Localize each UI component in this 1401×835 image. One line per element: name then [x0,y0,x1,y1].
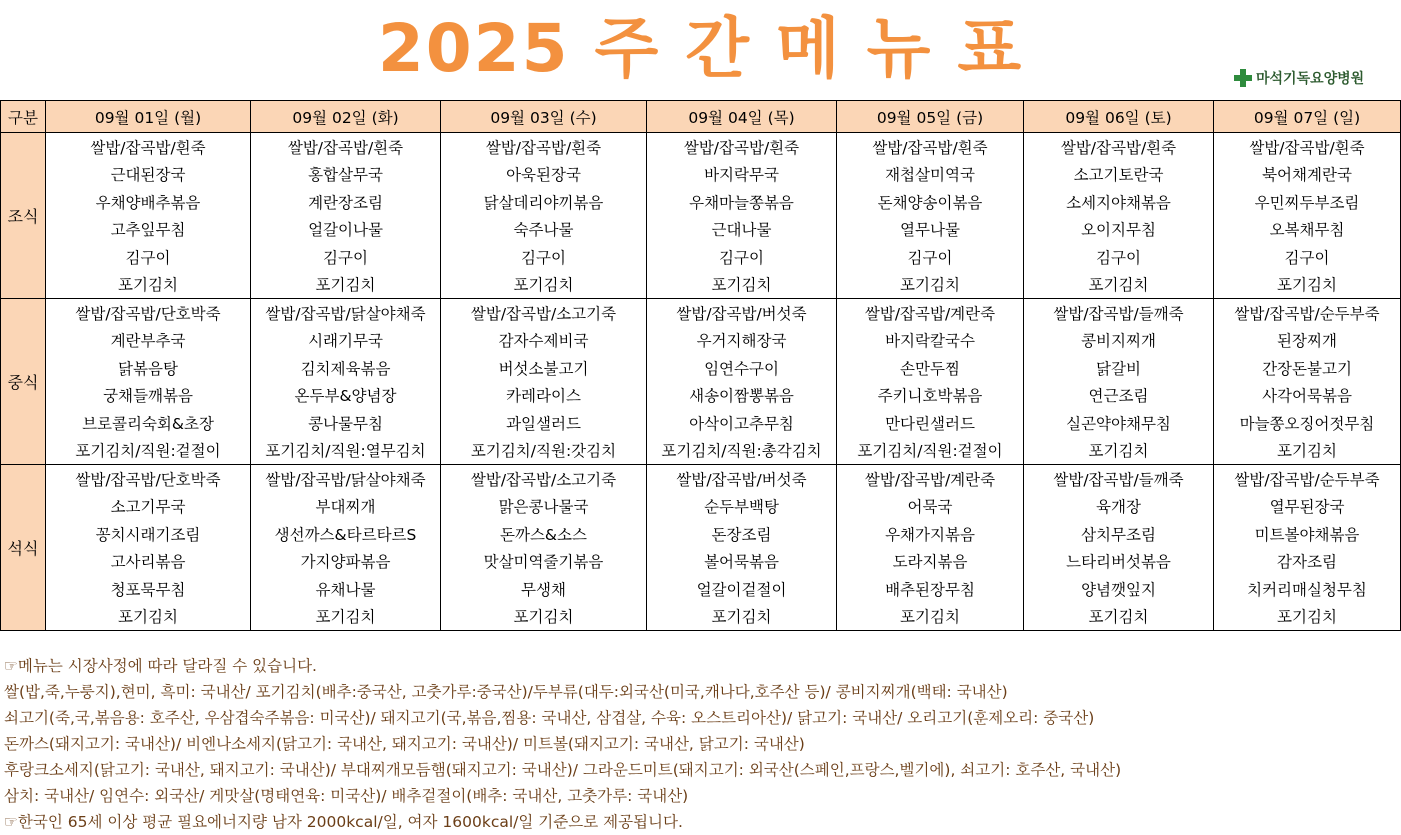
menu-cell: 근대된장국 [46,161,251,189]
menu-cell: 열무된장국 [1214,493,1401,521]
meal-label: 중식 [1,299,46,465]
menu-cell: 근대나물 [647,216,837,244]
day-header: 09월 01일 (월) [46,101,251,133]
menu-cell: 쌀밥/잡곡밥/흰죽 [837,133,1024,161]
menu-row [1,188,1401,216]
menu-cell: 마늘쫑오징어젓무침 [1214,409,1401,437]
menu-cell: 포기김치 [1214,603,1401,631]
menu-cell: 닭볶음탕 [46,354,251,382]
menu-cell: 느타리버섯볶음 [1024,548,1214,576]
menu-cell: 쌀밥/잡곡밥/흰죽 [1024,133,1214,161]
menu-cell: 꽁치시래기조림 [46,520,251,548]
menu-cell: 쌀밥/잡곡밥/들깨죽 [1024,299,1214,327]
menu-cell: 쌀밥/잡곡밥/흰죽 [441,133,647,161]
menu-cell: 우채양배추볶음 [46,188,251,216]
menu-row [1,299,1401,327]
hospital-logo [1232,66,1364,90]
menu-cell: 김구이 [251,243,441,271]
menu-cell: 쌀밥/잡곡밥/단호박죽 [46,465,251,493]
menu-cell: 된장찌개 [1214,327,1401,355]
menu-cell: 소고기무국 [46,493,251,521]
menu-cell: 포기김치 [1024,603,1214,631]
cross-icon [1232,67,1254,89]
menu-cell: 과일샐러드 [441,409,647,437]
menu-cell: 소세지야채볶음 [1024,188,1214,216]
page-title: 2025 주 간 메 뉴 표 [377,10,1024,87]
menu-cell: 쌀밥/잡곡밥/흰죽 [647,133,837,161]
menu-cell: 얼갈이나물 [251,216,441,244]
menu-cell: 아삭이고추무침 [647,409,837,437]
menu-cell: 오이지무침 [1024,216,1214,244]
menu-cell: 닭갈비 [1024,354,1214,382]
menu-cell: 무생채 [441,575,647,603]
menu-cell: 쌀밥/잡곡밥/닭살야채죽 [251,299,441,327]
menu-cell: 쌀밥/잡곡밥/버섯죽 [647,465,837,493]
menu-cell: 유채나물 [251,575,441,603]
menu-cell: 얼갈이겉절이 [647,575,837,603]
menu-cell: 포기김치 [647,603,837,631]
menu-cell: 김구이 [1214,243,1401,271]
day-header: 09월 06일 (토) [1024,101,1214,133]
menu-cell: 브로콜리숙회&초장 [46,409,251,437]
menu-cell: 맛살미역줄기볶음 [441,548,647,576]
menu-cell: 간장돈불고기 [1214,354,1401,382]
menu-cell: 순두부백탕 [647,493,837,521]
menu-cell: 포기김치 [46,271,251,299]
corner-label: 구분 [1,101,46,133]
menu-cell: 삼치무조림 [1024,520,1214,548]
menu-row [1,354,1401,382]
menu-cell: 닭살데리야끼볶음 [441,188,647,216]
menu-cell: 부대찌개 [251,493,441,521]
menu-cell: 포기김치 [837,603,1024,631]
menu-cell: 김치제육볶음 [251,354,441,382]
menu-row [1,548,1401,576]
menu-cell: 쌀밥/잡곡밥/단호박죽 [46,299,251,327]
menu-row [1,575,1401,603]
menu-cell: 포기김치 [441,603,647,631]
menu-cell: 쌀밥/잡곡밥/버섯죽 [647,299,837,327]
day-header: 09월 02일 (화) [251,101,441,133]
menu-cell: 육개장 [1024,493,1214,521]
menu-cell: 도라지볶음 [837,548,1024,576]
menu-cell: 포기김치/직원:겉절이 [837,437,1024,465]
menu-cell: 쌀밥/잡곡밥/계란죽 [837,299,1024,327]
menu-cell: 쌀밥/잡곡밥/소고기죽 [441,299,647,327]
menu-cell: 궁채들깨볶음 [46,382,251,410]
menu-cell: 쌀밥/잡곡밥/계란죽 [837,465,1024,493]
menu-cell: 고추잎무침 [46,216,251,244]
menu-cell: 볼어묵볶음 [647,548,837,576]
menu-cell: 주키니호박볶음 [837,382,1024,410]
menu-cell: 포기김치/직원:열무김치 [251,437,441,465]
menu-cell: 쌀밥/잡곡밥/순두부죽 [1214,465,1401,493]
notes-section [4,653,1399,835]
menu-row [1,409,1401,437]
note-line: 후랑크소세지(닭고기: 국내산, 돼지고기: 국내산)/ 부대찌개모듬햄(돼지고기: 국내산)/ 그라운드미트(돼지고기: 외국산(스페인,프랑스,벨기에), 쇠고기: 호주산, 국내산) [4,761,1122,779]
menu-cell: 만다린샐러드 [837,409,1024,437]
note-line: ☞메뉴는 시장사정에 따라 달라질 수 있습니다. [4,657,317,675]
menu-cell: 바지락칼국수 [837,327,1024,355]
menu-cell: 미트볼야채볶음 [1214,520,1401,548]
menu-cell: 김구이 [837,243,1024,271]
menu-cell: 포기김치 [837,271,1024,299]
menu-cell: 시래기무국 [251,327,441,355]
menu-cell: 우채가지볶음 [837,520,1024,548]
hospital-name: 마석기독요양병원 [1256,71,1365,87]
menu-cell: 감자수제비국 [441,327,647,355]
menu-cell: 버섯소불고기 [441,354,647,382]
menu-cell: 어묵국 [837,493,1024,521]
menu-cell: 돈채양송이볶음 [837,188,1024,216]
menu-cell: 청포묵무침 [46,575,251,603]
menu-cell: 재첩살미역국 [837,161,1024,189]
day-header: 09월 04일 (목) [647,101,837,133]
menu-cell: 가지양파볶음 [251,548,441,576]
weekly-menu-table [0,100,1401,631]
menu-row [1,382,1401,410]
menu-cell: 포기김치/직원:총각김치 [647,437,837,465]
menu-row [1,161,1401,189]
menu-cell: 포기김치 [1024,437,1214,465]
menu-cell: 열무나물 [837,216,1024,244]
menu-cell: 쌀밥/잡곡밥/들깨죽 [1024,465,1214,493]
menu-cell: 고사리볶음 [46,548,251,576]
menu-cell: 아욱된장국 [441,161,647,189]
menu-cell: 쌀밥/잡곡밥/흰죽 [251,133,441,161]
note-line: 쇠고기(죽,국,볶음용: 호주산, 우삼겹숙주볶음: 미국산)/ 돼지고기(국,볶음,찜용: 국내산, 삼겹살, 수육: 오스트리아산)/ 닭고기: 국내산/ 오리고기(훈제오리: 중국산) [4,709,1095,727]
menu-row [1,133,1401,161]
menu-cell: 김구이 [46,243,251,271]
menu-cell: 맑은콩나물국 [441,493,647,521]
menu-cell: 실곤약야채무침 [1024,409,1214,437]
menu-cell: 사각어묵볶음 [1214,382,1401,410]
menu-cell: 양념깻잎지 [1024,575,1214,603]
menu-cell: 감자조림 [1214,548,1401,576]
menu-cell: 돈까스&소스 [441,520,647,548]
menu-row [1,437,1401,465]
menu-cell: 포기김치 [251,603,441,631]
menu-cell: 치커리매실청무침 [1214,575,1401,603]
menu-cell: 온두부&양념장 [251,382,441,410]
note-line: 돈까스(돼지고기: 국내산)/ 비엔나소세지(닭고기: 국내산, 돼지고기: 국내산)/ 미트볼(돼지고기: 국내산, 닭고기: 국내산) [4,735,805,753]
menu-cell: 우민찌두부조림 [1214,188,1401,216]
meal-label: 조식 [1,133,46,299]
menu-cell: 쌀밥/잡곡밥/소고기죽 [441,465,647,493]
menu-cell: 포기김치/직원:겉절이 [46,437,251,465]
menu-row [1,216,1401,244]
menu-cell: 콩비지찌개 [1024,327,1214,355]
menu-cell: 계란장조림 [251,188,441,216]
menu-cell: 숙주나물 [441,216,647,244]
menu-cell: 김구이 [647,243,837,271]
menu-cell: 포기김치 [251,271,441,299]
menu-cell: 바지락무국 [647,161,837,189]
menu-cell: 임연수구이 [647,354,837,382]
menu-cell: 포기김치 [46,603,251,631]
menu-cell: 포기김치 [1214,437,1401,465]
day-header: 09월 03일 (수) [441,101,647,133]
menu-cell: 연근조림 [1024,382,1214,410]
menu-cell: 쌀밥/잡곡밥/순두부죽 [1214,299,1401,327]
menu-cell: 김구이 [441,243,647,271]
menu-cell: 우채마늘쫑볶음 [647,188,837,216]
menu-row [1,243,1401,271]
menu-row [1,603,1401,631]
menu-body [1,133,1401,631]
menu-row [1,327,1401,355]
menu-row [1,520,1401,548]
menu-cell: 돈장조림 [647,520,837,548]
menu-cell: 쌀밥/잡곡밥/흰죽 [46,133,251,161]
menu-cell: 북어채계란국 [1214,161,1401,189]
menu-cell: 포기김치 [1024,271,1214,299]
note-line: 쌀(밥,죽,누룽지),현미, 흑미: 국내산/ 포기김치(배추:중국산, 고춧가루:중국산)/두부류(대두:외국산(미국,캐나다,호주산 등)/ 콩비지찌개(백태: 국내산) [4,683,1008,701]
menu-cell: 포기김치 [1214,271,1401,299]
menu-cell: 쌀밥/잡곡밥/흰죽 [1214,133,1401,161]
menu-row [1,493,1401,521]
menu-cell: 배추된장무침 [837,575,1024,603]
note-line: ☞한국인 65세 이상 평균 필요에너지량 남자 2000kcal/일, 여자 1600kcal/일 기준으로 제공됩니다. [4,813,683,831]
menu-cell: 콩나물무침 [251,409,441,437]
menu-cell: 새송이짬뽕볶음 [647,382,837,410]
menu-cell: 포기김치 [441,271,647,299]
day-header: 09월 07일 (일) [1214,101,1401,133]
menu-cell: 쌀밥/잡곡밥/닭살야채죽 [251,465,441,493]
menu-cell: 우거지해장국 [647,327,837,355]
header-row [1,101,1401,133]
menu-cell: 소고기토란국 [1024,161,1214,189]
meal-label: 석식 [1,465,46,631]
menu-cell: 계란부추국 [46,327,251,355]
day-header: 09월 05일 (금) [837,101,1024,133]
menu-cell: 카레라이스 [441,382,647,410]
menu-cell: 포기김치/직원:갓김치 [441,437,647,465]
menu-row [1,271,1401,299]
menu-cell: 생선까스&타르타르S [251,520,441,548]
menu-cell: 포기김치 [647,271,837,299]
note-line: 삼치: 국내산/ 임연수: 외국산/ 게맛살(명태연육: 미국산)/ 배추겉절이(배추: 국내산, 고춧가루: 국내산) [4,787,689,805]
menu-cell: 손만두찜 [837,354,1024,382]
menu-cell: 홍합살무국 [251,161,441,189]
menu-row [1,465,1401,493]
menu-cell: 오복채무침 [1214,216,1401,244]
menu-cell: 김구이 [1024,243,1214,271]
